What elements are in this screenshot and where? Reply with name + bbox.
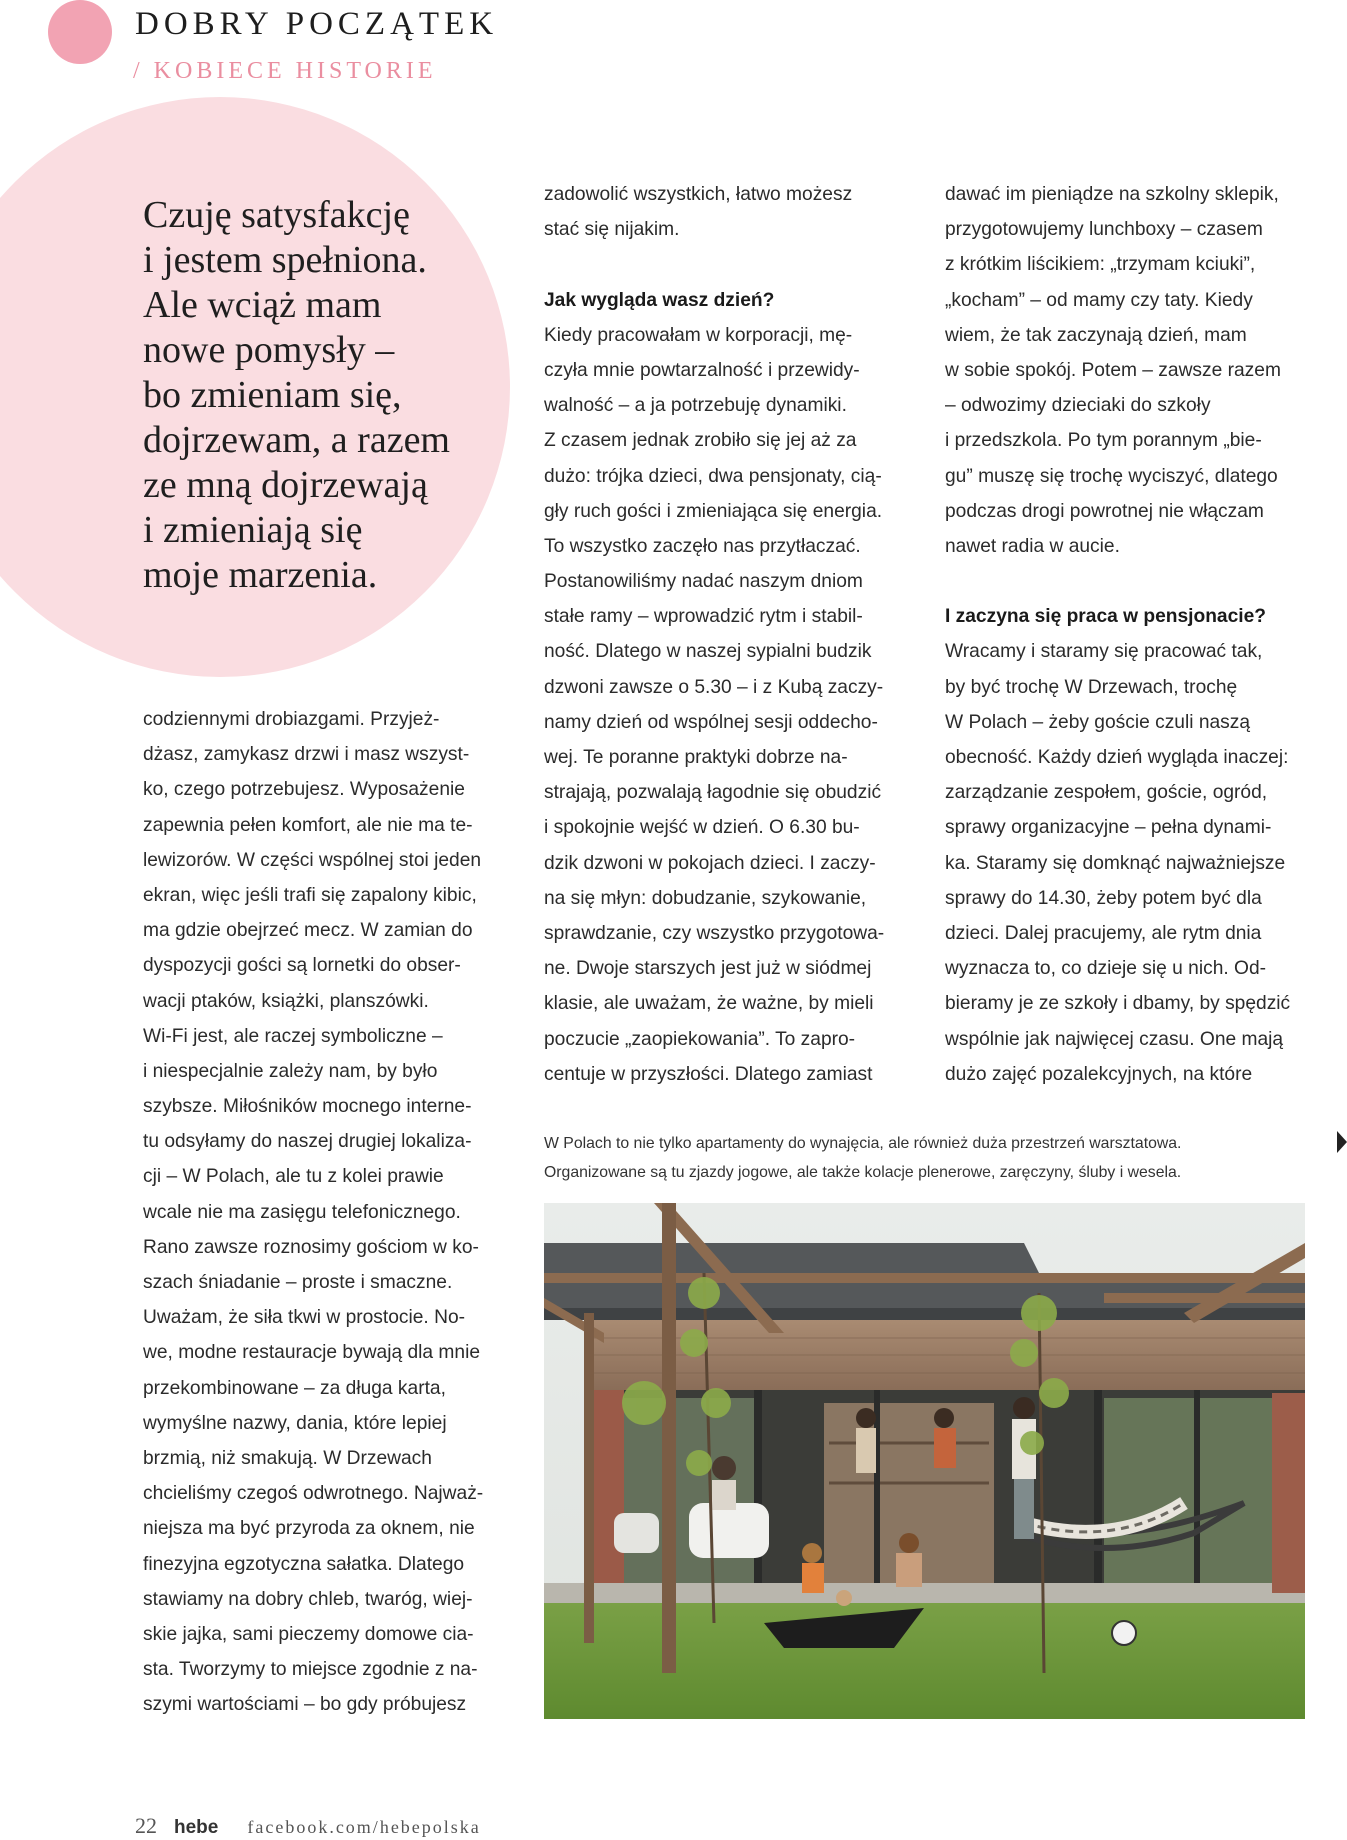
article-column-2 bbox=[544, 177, 916, 1092]
photo-caption bbox=[544, 1129, 1304, 1187]
text-line: wej. Te poranne praktyki dobrze na- bbox=[544, 747, 848, 768]
paragraph-gap bbox=[945, 564, 1317, 599]
text-line: gły ruch gości i zmieniająca się energia. bbox=[544, 500, 883, 522]
text-line: by być trochę W Drzewach, trochę bbox=[945, 676, 1238, 698]
text-line: ność. Dlatego w naszej sypialni budzik bbox=[544, 641, 872, 663]
pull-quote bbox=[143, 193, 523, 598]
text-line: stałe ramy – wprowadzić rytm i stabil- bbox=[544, 606, 863, 628]
text-line: Wi-Fi jest, ale raczej symboliczne – bbox=[143, 1025, 443, 1047]
text-line: z krótkim liścikiem: „trzymam kciuki”, bbox=[945, 254, 1256, 276]
section-subtitle: / KOBIECE HISTORIE bbox=[133, 58, 437, 84]
page-footer bbox=[135, 1813, 481, 1839]
text-line: To wszystko zaczęło nas przytłaczać. bbox=[544, 535, 861, 557]
continue-arrow-icon bbox=[1337, 1131, 1347, 1153]
brand-name: hebe bbox=[174, 1817, 219, 1838]
text-line: we, modne restauracje bywają dla mnie bbox=[143, 1342, 481, 1364]
text-line: czyła mnie powtarzalność i przewidy- bbox=[544, 359, 860, 381]
text-line: wyznacza to, co dzieje się u nich. Od- bbox=[945, 958, 1267, 980]
text-line: sprawy do 14.30, żeby potem być dla bbox=[945, 887, 1262, 909]
text-line: obecność. Każdy dzień wygląda inaczej: bbox=[945, 747, 1289, 768]
text-line: dzwoni zawsze o 5.30 – i z Kubą zaczy- bbox=[544, 676, 884, 698]
quote-line: dojrzewam, a razem bbox=[143, 419, 450, 461]
pension-photo-illustration bbox=[544, 1203, 1305, 1719]
article-column-1 bbox=[143, 702, 515, 1722]
text-line: gu” muszę się trochę wyciszyć, dlatego bbox=[945, 465, 1278, 487]
text-line: i niespecjalnie zależy nam, by było bbox=[143, 1060, 438, 1082]
text-line: dyspozycji gości są lornetki do obser- bbox=[143, 955, 461, 977]
text-line: skie jajka, sami pieczemy domowe cia- bbox=[143, 1623, 474, 1645]
text-line: Z czasem jednak zrobiło się jej aż za bbox=[544, 430, 857, 452]
text-line: zarządzanie zespołem, goście, ogród, bbox=[945, 782, 1268, 804]
text-line: Rano zawsze roznosimy gościom w ko- bbox=[143, 1236, 479, 1258]
quote-line: bo zmieniam się, bbox=[143, 374, 402, 416]
text-line: centuje w przyszłości. Dlatego zamiast bbox=[544, 1063, 873, 1085]
pension-photo bbox=[544, 1203, 1305, 1719]
text-line: stawiamy na dobry chleb, twaróg, wiej- bbox=[143, 1588, 473, 1610]
text-line: wspólnie jak najwięcej czasu. One mają bbox=[945, 1028, 1284, 1050]
text-line: poczucie „zaopiekowania”. To zapro- bbox=[544, 1028, 856, 1050]
text-line: sta. Tworzymy to miejsce zgodnie z na- bbox=[143, 1659, 478, 1681]
text-line: w sobie spokój. Potem – zawsze razem bbox=[945, 359, 1281, 381]
text-line: dzik dzwoni w pokojach dzieci. I zaczy- bbox=[544, 852, 876, 874]
text-line: wacji ptaków, książki, planszówki. bbox=[143, 990, 429, 1012]
section-heading: Jak wygląda wasz dzień? bbox=[544, 289, 775, 311]
text-line: brzmią, niż smakują. W Drzewach bbox=[143, 1447, 432, 1469]
text-line: Postanowiliśmy nadać naszym dniom bbox=[544, 571, 863, 593]
quote-line: ze mną dojrzewają bbox=[143, 464, 428, 506]
text-line: nawet radia w aucie. bbox=[945, 535, 1120, 557]
text-line: sprawdzanie, czy wszystko przygotowa- bbox=[544, 922, 885, 944]
page-number: 22 bbox=[135, 1813, 157, 1838]
text-line: – odwozimy dzieciaki do szkoły bbox=[945, 395, 1211, 417]
text-line: codziennymi drobiazgami. Przyjeż- bbox=[143, 709, 440, 730]
text-line: i spokojnie wejść w dzień. O 6.30 bu- bbox=[544, 817, 860, 839]
section-title: DOBRY POCZĄTEK bbox=[135, 6, 499, 42]
text-line: szybsze. Miłośników mocnego interne- bbox=[143, 1096, 472, 1118]
caption-line: Organizowane są tu zjazdy jogowe, ale także kolacje plenerowe, zaręczyny, śluby i wesela. bbox=[544, 1164, 1182, 1181]
text-line: dżasz, zamykasz drzwi i masz wszyst- bbox=[143, 744, 470, 766]
text-line: ka. Staramy się domknąć najważniejsze bbox=[945, 852, 1286, 874]
text-line: ko, czego potrzebujesz. Wyposażenie bbox=[143, 779, 465, 801]
text-line: strajają, pozwalają łagodnie się obudzić bbox=[544, 782, 882, 804]
text-line: namy dzień od wspólnej sesji oddecho- bbox=[544, 711, 878, 733]
quote-line: moje marzenia. bbox=[143, 554, 378, 596]
text-line: podczas drogi powrotnej nie włączam bbox=[945, 500, 1264, 522]
text-line: dzieci. Dalej pracujemy, ale rytm dnia bbox=[945, 922, 1262, 944]
paragraph-gap bbox=[544, 247, 916, 282]
text-line: ne. Dwoje starszych jest już w siódmej bbox=[544, 958, 872, 980]
text-line: przekombinowane – za długa karta, bbox=[143, 1377, 446, 1399]
text-line: „kocham” – od mamy czy taty. Kiedy bbox=[945, 289, 1253, 311]
quote-line: Ale wciąż mam bbox=[143, 284, 382, 326]
text-line: ma gdzie obejrzeć mecz. W zamian do bbox=[143, 920, 473, 942]
text-line: klasie, ale uważam, że ważne, by mieli bbox=[544, 993, 874, 1015]
text-line: dawać im pieniądze na szkolny sklepik, bbox=[945, 184, 1279, 205]
text-line: szymi wartościami – bo gdy próbujesz bbox=[143, 1694, 467, 1716]
text-line: wiem, że tak zaczynają dzień, mam bbox=[945, 324, 1247, 346]
text-line: cji – W Polach, ale tu z kolei prawie bbox=[143, 1166, 444, 1188]
text-line: na się młyn: dobudzanie, szykowanie, bbox=[544, 887, 867, 909]
text-line: dużo: trójka dzieci, dwa pensjonaty, cią- bbox=[544, 465, 882, 487]
text-line: stać się nijakim. bbox=[544, 219, 680, 241]
section-dot bbox=[48, 0, 112, 64]
section-heading: I zaczyna się praca w pensjonacie? bbox=[945, 606, 1266, 628]
text-line: W Polach – żeby goście czuli naszą bbox=[945, 711, 1251, 733]
text-line: zapewnia pełen komfort, ale nie ma te- bbox=[143, 814, 473, 836]
quote-line: nowe pomysły – bbox=[143, 329, 395, 371]
text-line: zadowolić wszystkich, łatwo możesz bbox=[544, 184, 853, 205]
text-line: lewizorów. W części wspólnej stoi jeden bbox=[143, 849, 482, 871]
text-line: szach śniadanie – proste i smaczne. bbox=[143, 1272, 453, 1293]
caption-line: W Polach to nie tylko apartamenty do wynajęcia, ale również duża przestrzeń warsztatowa. bbox=[544, 1135, 1182, 1152]
text-line: wcale nie ma zasięgu telefonicznego. bbox=[143, 1201, 461, 1223]
text-line: Wracamy i staramy się pracować tak, bbox=[945, 641, 1263, 663]
text-line: ekran, więc jeśli trafi się zapalony kibic, bbox=[143, 884, 477, 906]
text-line: wymyślne nazwy, dania, które lepiej bbox=[143, 1412, 447, 1434]
quote-line: i jestem spełniona. bbox=[143, 239, 427, 281]
article-column-3 bbox=[945, 177, 1317, 1092]
text-line: walność – a ja potrzebuję dynamiki. bbox=[544, 395, 847, 417]
text-line: przygotowujemy lunchboxy – czasem bbox=[945, 219, 1263, 241]
text-line: dużo zajęć pozalekcyjnych, na które bbox=[945, 1063, 1253, 1085]
text-line: chcieliśmy czegoś odwrotnego. Najważ- bbox=[143, 1483, 484, 1505]
quote-line: Czuję satysfakcję bbox=[143, 194, 410, 236]
text-line: Uważam, że siła tkwi w prostocie. No- bbox=[143, 1307, 466, 1329]
text-line: niejsza ma być przyroda za oknem, nie bbox=[143, 1518, 475, 1540]
text-line: tu odsyłamy do naszej drugiej lokaliza- bbox=[143, 1131, 472, 1153]
quote-line: i zmieniają się bbox=[143, 509, 363, 551]
text-line: bieramy je ze szkoły i dbamy, by spędzić bbox=[945, 993, 1291, 1015]
text-line: sprawy organizacyjne – pełna dynami- bbox=[945, 817, 1272, 839]
text-line: i przedszkola. Po tym porannym „bie- bbox=[945, 430, 1262, 452]
facebook-link[interactable]: facebook.com/hebepolska bbox=[247, 1817, 481, 1837]
text-line: finezyjna egzotyczna sałatka. Dlatego bbox=[143, 1553, 465, 1575]
text-line: Kiedy pracowałam w korporacji, mę- bbox=[544, 324, 853, 346]
